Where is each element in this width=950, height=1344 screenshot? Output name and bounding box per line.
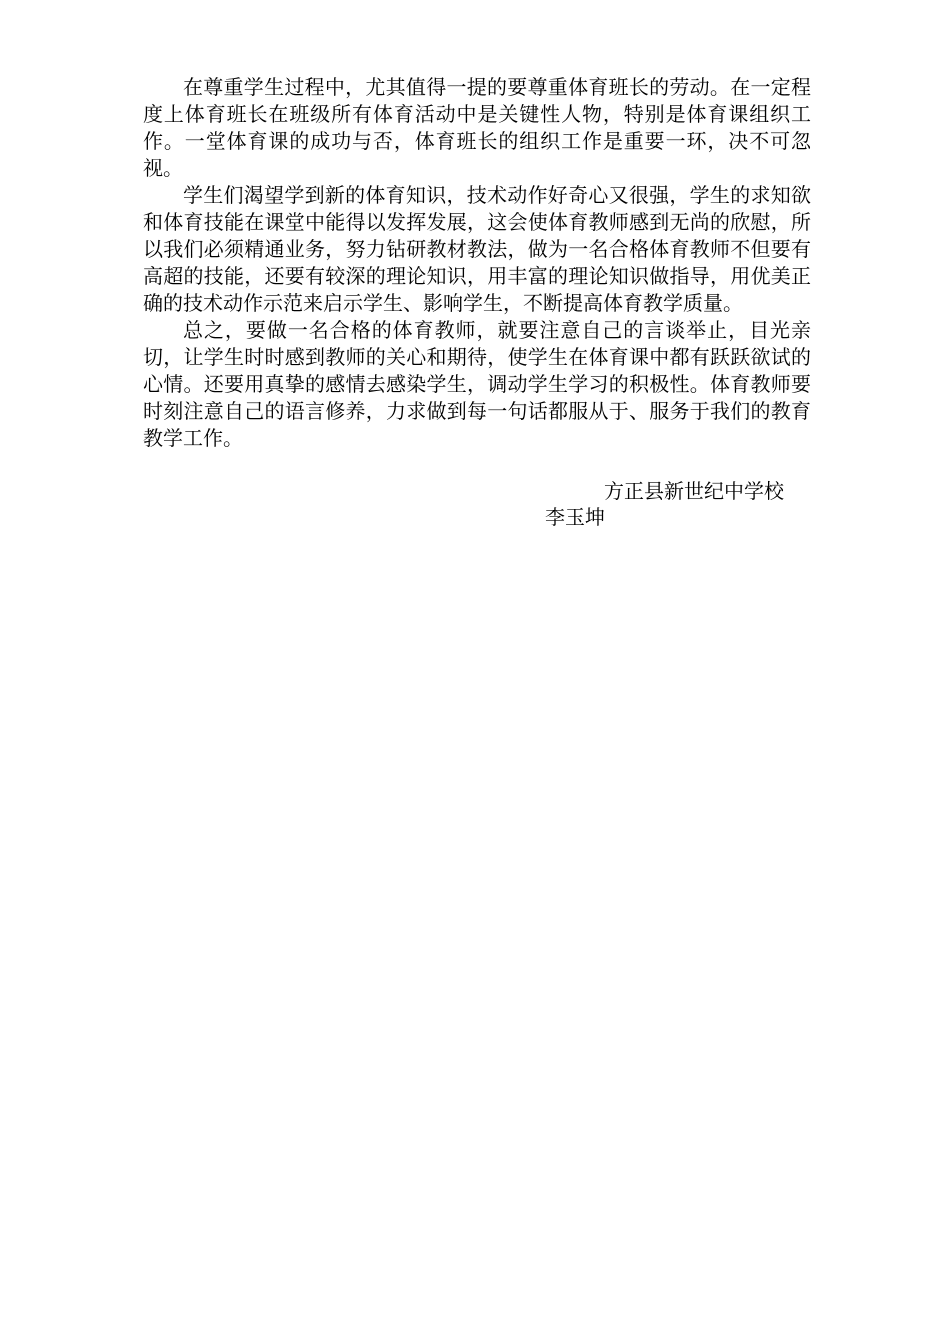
paragraph-student-knowledge: 学生们渴望学到新的体育知识，技术动作好奇心又很强，学生的求知欲和体育技能在课堂中能得以发挥发展，这会使体育教师感到无尚的欣慰，所以我们必须精通业务，努力钻研教材教法，做为一名合格体育教师不但要有高超的技能，还要有较深的理论知识，用丰富的理论知识做指导，用优美正确的技术动作示范来启示学生、影响学生，不断提高体育教学质量。 — [143, 183, 811, 315]
paragraph-conclusion: 总之，要做一名合格的体育教师，就要注意自己的言谈举止，目光亲切，让学生时时感到教师的关心和期待，使学生在体育课中都有跃跃欲试的心情。还要用真挚的感情去感染学生，调动学生学习的积极性。体育教师要时刻注意自己的语言修养，力求做到每一句话都服从于、服务于我们的教育教学工作。 — [143, 318, 811, 450]
paragraph-respect-sports-monitor: 在尊重学生过程中，尤其值得一提的要尊重体育班长的劳动。在一定程度上体育班长在班级所有体育活动中是关键性人物，特别是体育课组织工作。一堂体育课的成功与否，体育班长的组织工作是重要一环，决不可忽视。 — [143, 75, 811, 180]
signature-school: 方正县新世纪中学校 — [604, 479, 784, 503]
document-body — [143, 74, 811, 452]
signature-author: 李玉坤 — [545, 505, 605, 529]
